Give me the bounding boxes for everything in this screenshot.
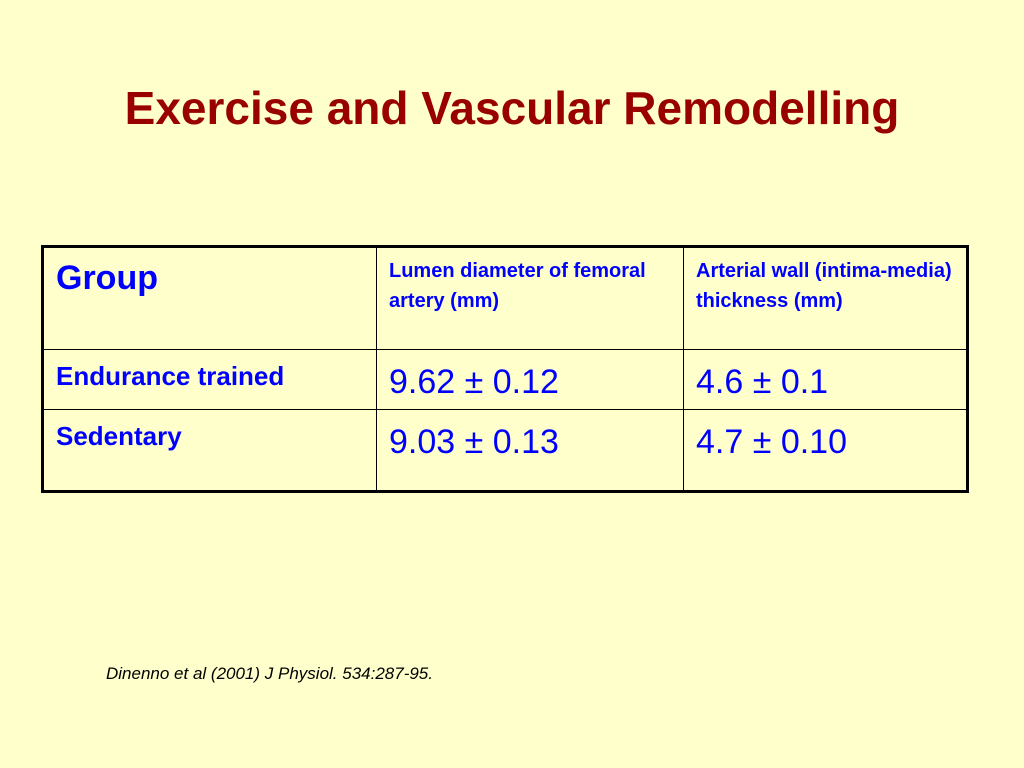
citation: Dinenno et al (2001) J Physiol. 534:287-95. <box>106 664 433 683</box>
row-lumen-value: 9.62 ± 0.12 <box>377 350 684 410</box>
data-table <box>41 245 969 493</box>
row-group-label: Sedentary <box>43 410 377 492</box>
table-header-row <box>43 247 968 350</box>
row-wall-value: 4.6 ± 0.1 <box>684 350 968 410</box>
header-lumen-diameter: Lumen diameter of femoral artery (mm) <box>377 247 684 350</box>
table-row <box>43 350 968 410</box>
row-group-label: Endurance trained <box>43 350 377 410</box>
row-lumen-value: 9.03 ± 0.13 <box>377 410 684 492</box>
header-wall-thickness: Arterial wall (intima-media) thickness (mm) <box>684 247 968 350</box>
slide-title: Exercise and Vascular Remodelling <box>124 82 900 134</box>
header-group: Group <box>43 247 377 350</box>
row-wall-value: 4.7 ± 0.10 <box>684 410 968 492</box>
table-row <box>43 410 968 492</box>
